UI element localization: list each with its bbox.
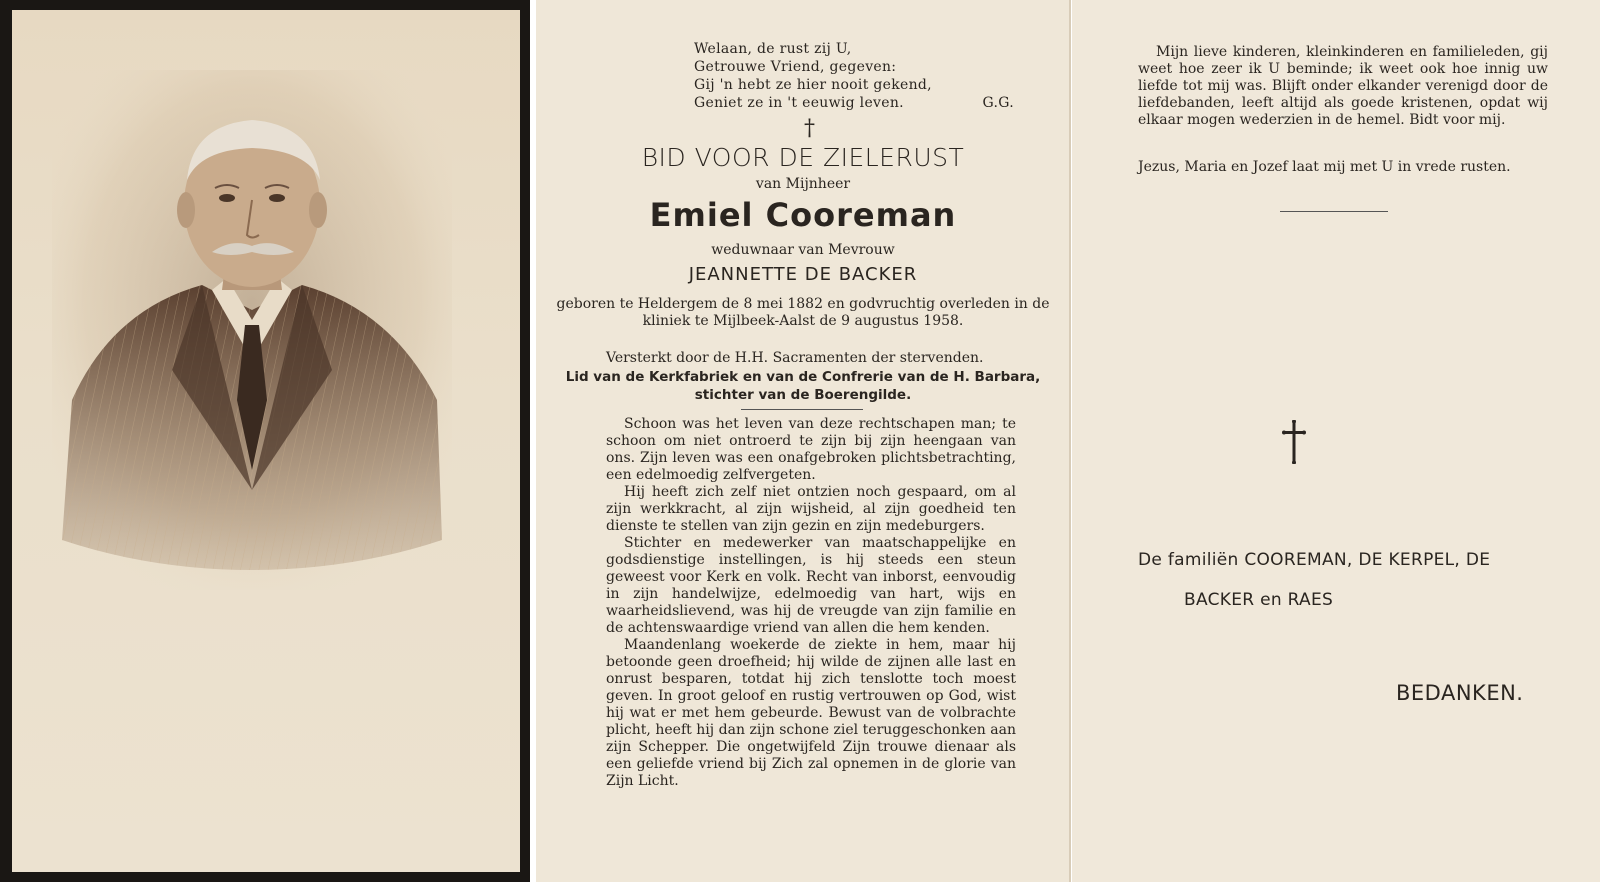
sacraments-line: Versterkt door de H.H. Sacramenten der stervenden.	[606, 350, 984, 366]
closing-prayer: Jezus, Maria en Jozef laat mij met U in vrede rusten.	[1138, 159, 1511, 175]
eulogy-paragraph: Maandenlang woekerde de ziekte in hem, maar hij betoonde geen droefheid; hij wilde de zijnen alle last en onrust besparen, totdat hij zich tenslotte toch moest geven. In groot geloof en rustig vertrouwen op God, wist hij wat er met hem gebeurde. Bewust van de volbrachte plicht, heeft hij dan zijn schone ziel teruggeschonken aan zijn Schepper. Die ongetwijfeld Zijn trouwe dienaar als een geliefde vriend bij Zich zal opnemen in de glorie van Zijn Licht.	[606, 637, 1016, 789]
deceased-name: Emiel Cooreman	[649, 196, 957, 234]
poem-line: Welaan, de rust zij U,	[694, 41, 852, 57]
farewell-message	[1138, 44, 1548, 129]
eulogy-paragraph: Hij heeft zich zelf niet ontzien noch gespaard, om al zijn werkkracht, al zijn wijsheid, al zijn goedheid ten dienste te stellen van zijn gezin en zijn medeburgers.	[606, 484, 1016, 534]
pray-heading: BID VOOR DE ZIELERUST	[641, 143, 965, 172]
memorial-photo-frame	[0, 0, 530, 882]
poem-signature: G.G.	[982, 95, 1014, 111]
families-line: BACKER en RAES	[1184, 590, 1334, 610]
poem-line: Gij 'n hebt ze hier nooit gekend,	[694, 77, 932, 93]
eulogy-paragraph: Schoon was het leven van deze rechtschapen man; te schoon om niet ontroerd te zijn bij zijn heengaan van ons. Zijn leven was een onafgebroken plichtsbetrachting, een edelmoedig zelfvergeten.	[606, 416, 1016, 483]
spouse-name: JEANNETTE DE BACKER	[688, 264, 918, 285]
memorial-text-panel	[536, 0, 1070, 882]
memberships: Lid van de Kerkfabriek en van de Confrerie van de H. Barbara, stichter van de Boerengilde.	[565, 369, 1041, 403]
portrait-photo	[52, 70, 452, 590]
farewell-paragraph: Mijn lieve kinderen, kleinkinderen en familieleden, gij weet hoe zeer ik U beminde; ik weet ook hoe innig uw liefde tot mij was. Blijft onder elkander verenigd door de liefdebanden, leeft altijd als goede kristenen, opdat wij elkaar mogen wederzien in de hemel. Bidt voor mij.	[1138, 44, 1548, 128]
family-message-panel	[1072, 0, 1600, 882]
eulogy-paragraph: Stichter en medewerker van maatschappelijke en godsdienstige instellingen, is hij steeds een steun geweest voor Kerk en volk. Recht van inborst, eenvoudig in zijn handelwijze, edelmoedig van hart, wijs en waarheidslievend, was hij de vreugde van zijn familie en de achtenswaardige vriend van allen die hem kenden.	[606, 535, 1016, 636]
title-prefix: van Mijnheer	[755, 176, 851, 192]
poem-line: Geniet ze in 't eeuwig leven.	[694, 95, 904, 111]
eulogy-text	[606, 416, 1016, 790]
thanks-text: BEDANKEN.	[1396, 681, 1524, 705]
poem-line: Getrouwe Vriend, gegeven:	[694, 59, 897, 75]
cross-icon: †	[804, 116, 815, 141]
cross-ornament-icon	[1282, 420, 1306, 464]
families-line: De familiën COOREMAN, DE KERPEL, DE	[1138, 550, 1491, 570]
divider	[1280, 211, 1388, 212]
birth-death-details: geboren te Heldergem de 8 mei 1882 en godvruchtig overleden in de kliniek te Mijlbeek-Aalst de 9 augustus 1958.	[556, 296, 1050, 329]
card-fold	[1069, 0, 1071, 882]
poem	[694, 40, 1014, 112]
widower-line: weduwnaar van Mevrouw	[711, 242, 895, 258]
photo-card	[12, 10, 520, 872]
divider	[741, 409, 863, 410]
